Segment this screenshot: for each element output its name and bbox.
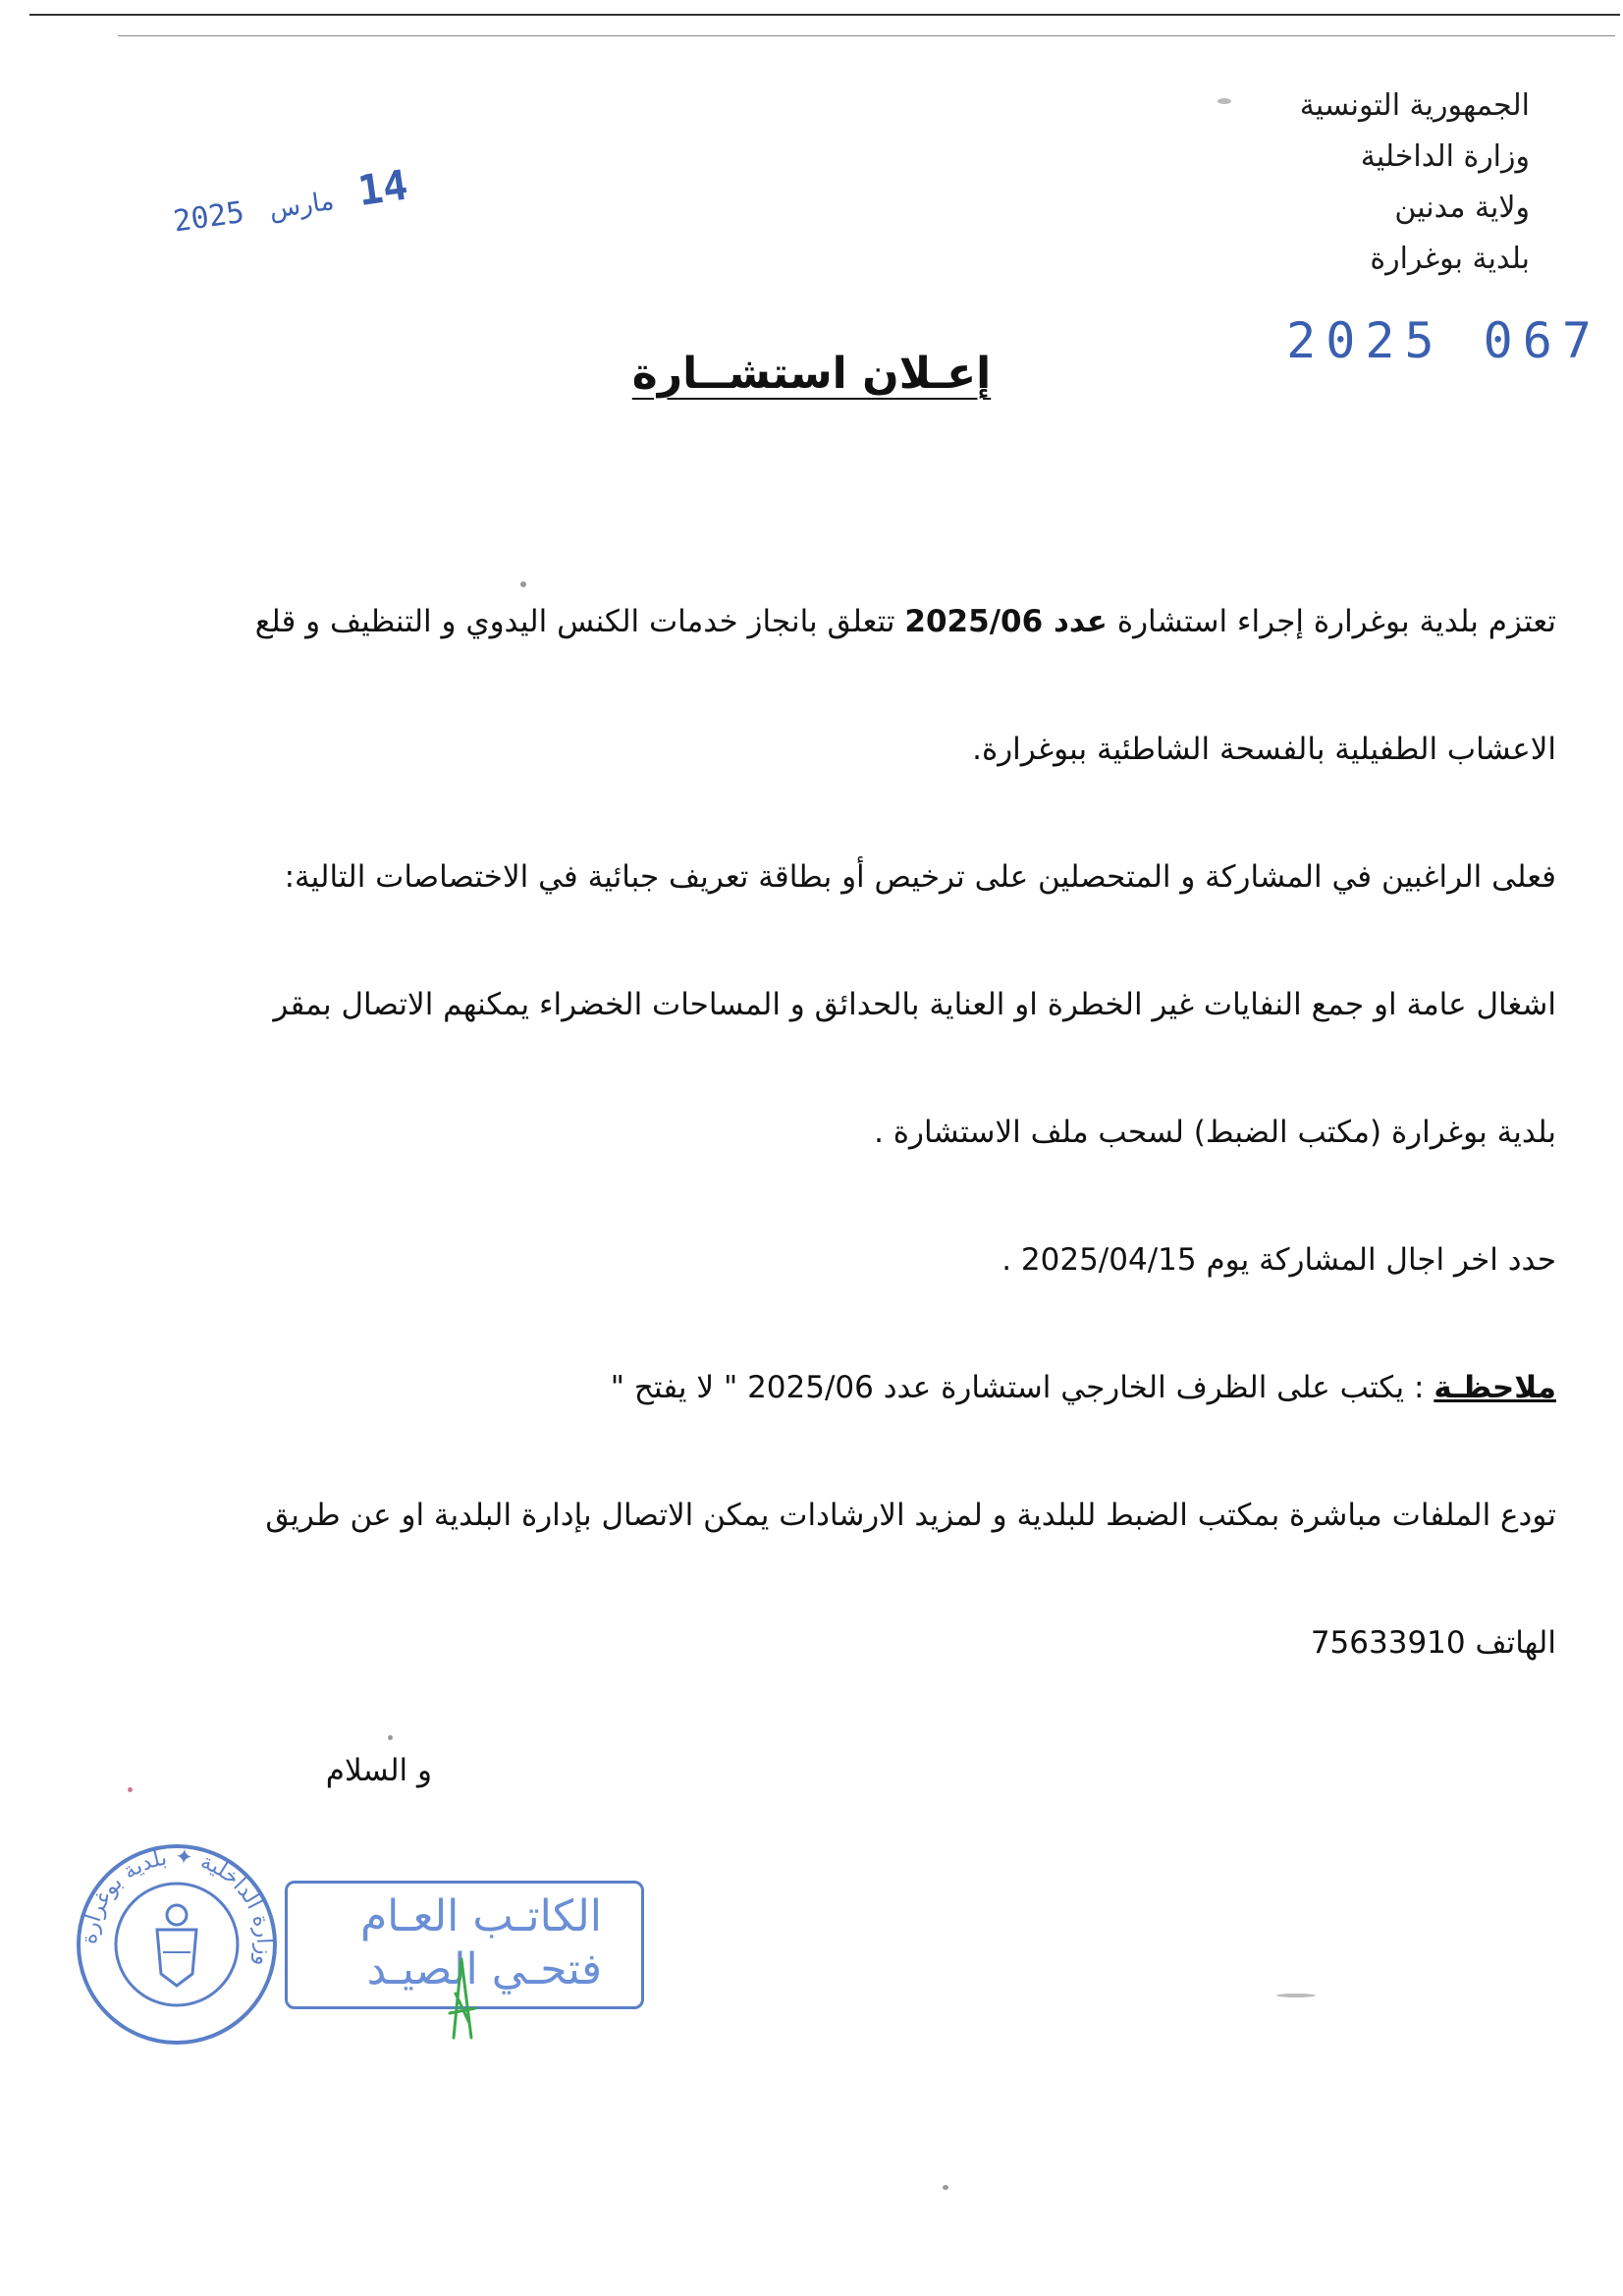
stamp-name: فتحـي الصيـد bbox=[366, 1944, 602, 1995]
date-month: مارس bbox=[267, 186, 337, 225]
page-title bbox=[0, 349, 1623, 399]
date-day: 14 bbox=[354, 160, 411, 216]
paragraph-2-line-3: بلدية بوغرارة (مكتب الضبط) لسحب ملف الاستشارة . bbox=[874, 1115, 1556, 1150]
title-text: إعـلان استشــارة bbox=[631, 349, 992, 399]
p1-text-b: تتعلق بانجاز خدمات الكنس اليدوي و التنظيف و قلع bbox=[254, 604, 895, 639]
top-rule bbox=[29, 14, 1620, 16]
p1-text-a: تعتزم بلدية بوغرارة إجراء استشارة bbox=[1116, 604, 1556, 639]
scan-speck bbox=[520, 581, 526, 587]
stamp-title: الكاتـب العـام bbox=[359, 1891, 602, 1941]
note-label: ملاحظـة bbox=[1434, 1370, 1556, 1405]
letterhead bbox=[1300, 81, 1530, 285]
paragraph-4-line-2: الهاتف 75633910 bbox=[1310, 1625, 1556, 1661]
paragraph-4-line-1: تودع الملفات مباشرة بمكتب الضبط للبلدية و لمزيد الارشادات يمكن الاتصال بإدارة البلدية او عن طريق bbox=[265, 1498, 1556, 1533]
closing-line: و السلام bbox=[325, 1753, 432, 1788]
deadline-line: حدد اخر اجال المشاركة يوم 2025/04/15 . bbox=[1001, 1242, 1556, 1278]
note-text: : يكتب على الظرف الخارجي استشارة عدد 2025/06 " لا يفتح " bbox=[610, 1370, 1425, 1405]
letterhead-country: الجمهورية التونسية bbox=[1299, 88, 1530, 123]
paragraph-1-line-1 bbox=[74, 604, 1556, 639]
scan-speck bbox=[1276, 1994, 1316, 1997]
paragraph-2-line-2: اشغال عامة او جمع النفايات غير الخطرة او العناية بالحدائق و المساحات الخضراء يمكنهم الاتصال بمقر bbox=[273, 987, 1556, 1022]
paragraph-2-line-1: فعلى الراغبين في المشاركة و المتحصلين على ترخيص أو بطاقة تعريف جبائية في الاختصاصات التالية: bbox=[284, 859, 1556, 895]
p1-consultation-number: عدد 2025/06 bbox=[904, 604, 1108, 639]
date-year: 2025 bbox=[171, 194, 246, 240]
official-round-stamp bbox=[69, 1836, 285, 2052]
note-line bbox=[74, 1370, 1556, 1405]
paragraph-1-line-2: الاعشاب الطفيلية بالفسحة الشاطئية ببوغرارة. bbox=[972, 732, 1556, 767]
scan-speck bbox=[388, 1735, 393, 1740]
handwritten-signature bbox=[432, 1954, 491, 2043]
letterhead-governorate: ولاية مدنين bbox=[1394, 191, 1530, 225]
scan-speck bbox=[128, 1787, 133, 1792]
top-rule-secondary bbox=[118, 35, 1615, 36]
scan-speck bbox=[943, 2185, 948, 2190]
letterhead-ministry: وزارة الداخلية bbox=[1360, 139, 1530, 174]
letterhead-municipality: بلدية بوغرارة bbox=[1370, 242, 1530, 276]
reference-number: 2025 067 bbox=[1286, 312, 1601, 369]
scan-speck bbox=[1217, 98, 1231, 104]
round-stamp-text: وزارة الداخلية ✦ بلدية بوغرارة bbox=[77, 1844, 277, 1969]
date-stamp bbox=[170, 160, 411, 241]
